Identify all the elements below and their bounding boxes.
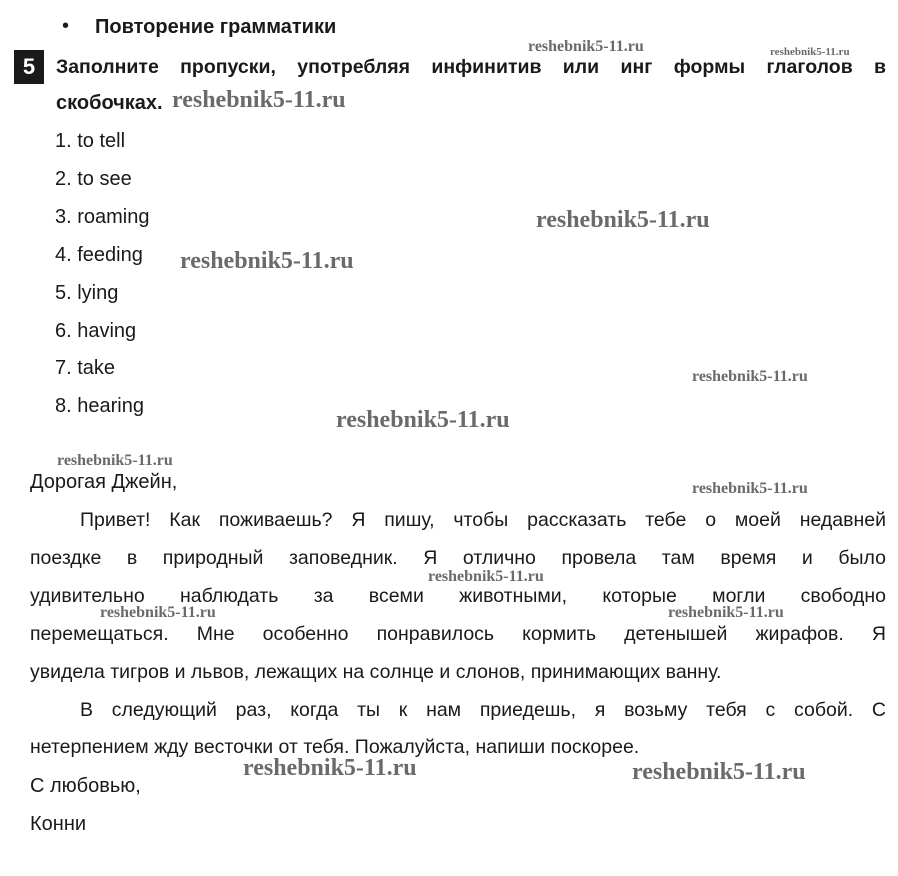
bullet-icon: • <box>62 15 70 37</box>
task-instruction-line2: скобочках. <box>56 92 163 114</box>
watermark: reshebnik5-11.ru <box>336 407 510 433</box>
watermark: reshebnik5-11.ru <box>536 207 710 233</box>
task-instruction-line1: Заполните пропуски, употребляя инфинитив или инг формы глаголов в <box>56 56 886 78</box>
answer-item: 1. to tell <box>55 130 126 152</box>
letter-signature: Конни <box>30 813 87 835</box>
letter-line: удивительно наблюдать за всеми животными, которые могли свободно <box>30 585 886 607</box>
answer-item: 7. take <box>55 357 116 379</box>
letter-line: нетерпением жду весточки от тебя. Пожалуйста, напиши поскорее. <box>30 736 640 758</box>
answer-item: 3. roaming <box>55 206 150 228</box>
watermark: reshebnik5-11.ru <box>528 38 644 55</box>
letter-closing: С любовью, <box>30 775 141 797</box>
watermark: reshebnik5-11.ru <box>57 452 173 469</box>
answer-item: 2. to see <box>55 168 132 190</box>
watermark: reshebnik5-11.ru <box>692 368 808 385</box>
watermark: reshebnik5-11.ru <box>692 480 808 497</box>
watermark: reshebnik5-11.ru <box>243 755 417 781</box>
watermark: reshebnik5-11.ru <box>180 248 354 274</box>
watermark: reshebnik5-11.ru <box>770 46 850 58</box>
answer-item: 6. having <box>55 320 137 342</box>
watermark: reshebnik5-11.ru <box>632 759 806 785</box>
answer-item: 8. hearing <box>55 395 144 417</box>
letter-line: увидела тигров и львов, лежащих на солнце и слонов, принимающих ванну. <box>30 661 722 683</box>
watermark: reshebnik5-11.ru <box>428 568 544 585</box>
task-number-badge: 5 <box>14 50 44 84</box>
answer-item: 4. feeding <box>55 244 143 266</box>
watermark: reshebnik5-11.ru <box>172 87 346 113</box>
letter-line: поездке в природный заповедник. Я отлично провела там время и было <box>30 547 886 569</box>
watermark: reshebnik5-11.ru <box>100 604 216 621</box>
answer-item: 5. lying <box>55 282 119 304</box>
letter-greeting: Дорогая Джейн, <box>30 471 178 493</box>
letter-line: перемещаться. Мне особенно понравилось кормить детенышей жирафов. Я <box>30 623 886 645</box>
letter-line: Привет! Как поживаешь? Я пишу, чтобы рассказать тебе о моей недавней <box>80 509 886 531</box>
watermark: reshebnik5-11.ru <box>668 604 784 621</box>
letter-line: В следующий раз, когда ты к нам приедешь, я возьму тебя с собой. С <box>80 699 886 721</box>
section-title: Повторение грамматики <box>95 16 337 38</box>
